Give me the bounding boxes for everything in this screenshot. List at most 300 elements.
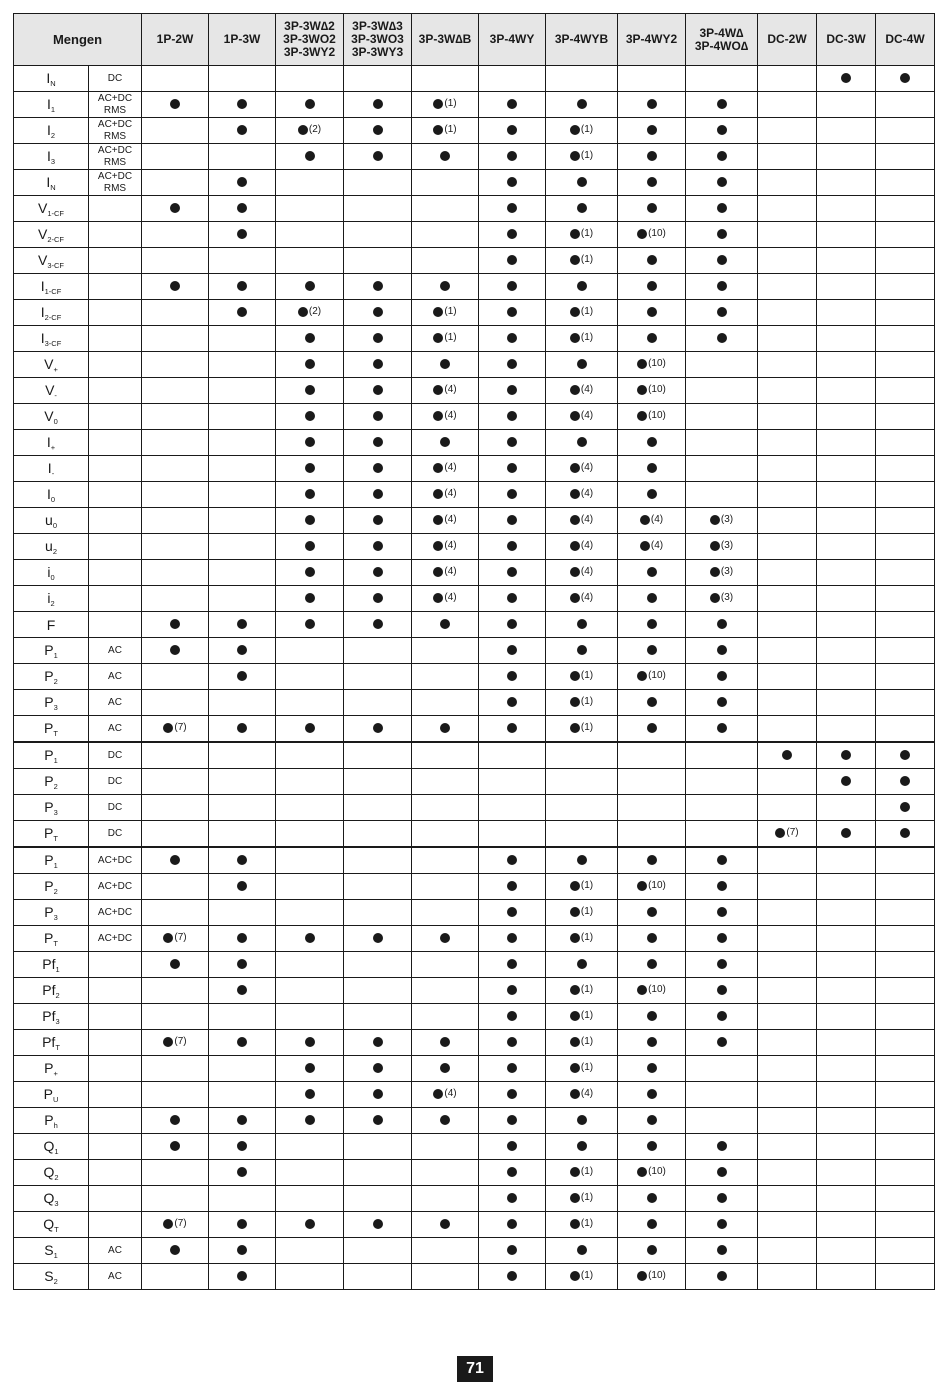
table-cell (344, 664, 412, 690)
table-cell (142, 534, 209, 560)
table-cell (412, 742, 479, 769)
table-cell (412, 612, 479, 638)
table-cell (276, 1186, 344, 1212)
filled-circle-icon (717, 933, 727, 943)
availability-mark (570, 906, 593, 917)
quantity-type: DC (89, 769, 142, 795)
availability-mark (647, 333, 657, 343)
header-col-label: 3P-4WY (489, 32, 535, 46)
table-cell (618, 821, 686, 848)
filled-circle-icon (237, 1219, 247, 1229)
table-cell (412, 1186, 479, 1212)
quantity-name (14, 560, 89, 586)
filled-circle-icon (577, 855, 587, 865)
filled-circle-icon (507, 881, 517, 891)
availability-mark (570, 306, 593, 317)
quantity-name (14, 1108, 89, 1134)
table-cell (479, 742, 546, 769)
filled-circle-icon (717, 881, 727, 891)
footnote-ref: (1) (580, 124, 594, 135)
footnote-ref: (4) (650, 540, 664, 551)
availability-mark (710, 566, 733, 577)
quantity-name (14, 690, 89, 716)
table-cell (479, 300, 546, 326)
filled-circle-icon (373, 99, 383, 109)
filled-circle-icon (647, 307, 657, 317)
quantity-type (89, 1030, 142, 1056)
table-cell (876, 874, 935, 900)
quantity-symbol: V (37, 225, 48, 242)
availability-mark (647, 697, 657, 707)
filled-circle-icon (717, 125, 727, 135)
quantity-name (14, 1238, 89, 1264)
table-cell (686, 92, 758, 118)
table-cell (817, 92, 876, 118)
table-cell (479, 821, 546, 848)
quantity-symbol: P (44, 903, 54, 920)
availability-mark (570, 1166, 593, 1177)
filled-circle-icon (440, 933, 450, 943)
table-cell (758, 66, 817, 92)
table-cell (479, 1082, 546, 1108)
table-cell (758, 560, 817, 586)
quantity-type: AC+DC (89, 874, 142, 900)
filled-circle-icon (433, 593, 443, 603)
quantity-symbol: P (43, 1085, 53, 1102)
quantity-subscript: 1 (50, 104, 56, 114)
table-cell (209, 300, 276, 326)
table-cell (618, 1160, 686, 1186)
table-cell (686, 1212, 758, 1238)
quantity-subscript: 3 (53, 807, 58, 817)
filled-circle-icon (305, 1089, 315, 1099)
availability-mark (570, 124, 593, 135)
availability-mark (433, 332, 456, 343)
table-cell (142, 66, 209, 92)
table-cell (276, 430, 344, 456)
table-row (14, 1004, 935, 1030)
filled-circle-icon (507, 1037, 517, 1047)
quantity-subscript: 2 (50, 598, 55, 608)
table-cell (546, 952, 618, 978)
availability-mark (570, 696, 593, 707)
availability-mark (710, 592, 733, 603)
availability-mark (373, 437, 383, 447)
table-cell (686, 326, 758, 352)
quantity-symbol: V (44, 355, 54, 372)
filled-circle-icon (305, 1037, 315, 1047)
table-cell (209, 1264, 276, 1290)
filled-circle-icon (570, 489, 580, 499)
table-cell (686, 926, 758, 952)
availability-mark (647, 437, 657, 447)
quantity-subscript: 3 (55, 1016, 60, 1026)
filled-circle-icon (841, 828, 851, 838)
footnote-ref: (3) (720, 566, 734, 577)
table-cell (876, 430, 935, 456)
availability-mark (570, 592, 593, 603)
availability-mark (637, 984, 666, 995)
table-cell (817, 274, 876, 300)
filled-circle-icon (900, 828, 910, 838)
availability-mark (433, 488, 456, 499)
table-cell (344, 638, 412, 664)
availability-mark (507, 1141, 517, 1151)
quantity-type: AC+DC RMS (89, 118, 142, 144)
header-col (546, 14, 618, 66)
table-row (14, 560, 935, 586)
filled-circle-icon (570, 411, 580, 421)
table-cell (344, 534, 412, 560)
table-cell (546, 222, 618, 248)
filled-circle-icon (373, 541, 383, 551)
table-cell (412, 456, 479, 482)
footnote-ref: (1) (580, 1062, 594, 1073)
table-cell (686, 352, 758, 378)
table-cell (758, 638, 817, 664)
quantity-symbol: I (46, 433, 51, 450)
filled-circle-icon (570, 463, 580, 473)
table-cell (344, 170, 412, 196)
quantity-subscript: T (53, 938, 58, 948)
table-cell (686, 978, 758, 1004)
availability-mark (440, 437, 450, 447)
table-cell (817, 534, 876, 560)
filled-circle-icon (775, 828, 785, 838)
table-cell (142, 1030, 209, 1056)
availability-mark (507, 985, 517, 995)
header-col-label: 3P-3W∆B (418, 32, 472, 46)
availability-mark (841, 776, 851, 786)
filled-circle-icon (647, 1245, 657, 1255)
availability-mark (570, 384, 593, 395)
table-cell (686, 144, 758, 170)
quantity-name (14, 326, 89, 352)
footnote-ref: (1) (580, 670, 594, 681)
footnote-ref: (1) (580, 1010, 594, 1021)
table-cell (758, 92, 817, 118)
filled-circle-icon (637, 229, 647, 239)
quantity-name (14, 1212, 89, 1238)
table-cell (817, 638, 876, 664)
availability-mark (577, 281, 587, 291)
availability-mark (570, 1036, 593, 1047)
quantity-symbol: V (37, 199, 48, 216)
quantity-subscript: 1 (54, 1146, 59, 1156)
table-cell (479, 716, 546, 743)
table-cell (344, 274, 412, 300)
availability-mark (237, 1037, 247, 1047)
availability-mark (440, 933, 450, 943)
filled-circle-icon (440, 1219, 450, 1229)
table-cell (412, 378, 479, 404)
table-cell (686, 742, 758, 769)
table-cell (546, 1056, 618, 1082)
availability-mark (373, 1037, 383, 1047)
availability-mark (570, 1270, 593, 1281)
filled-circle-icon (433, 411, 443, 421)
availability-mark (570, 254, 593, 265)
table-cell (546, 66, 618, 92)
filled-circle-icon (373, 619, 383, 629)
table-cell (479, 1212, 546, 1238)
table-cell (142, 690, 209, 716)
table-cell (876, 586, 935, 612)
filled-circle-icon (637, 385, 647, 395)
quantity-type: AC+DC (89, 900, 142, 926)
table-cell (686, 769, 758, 795)
header-col-label: 3P-4WY2 (625, 32, 678, 46)
availability-mark (373, 1089, 383, 1099)
table-cell (876, 118, 935, 144)
filled-circle-icon (305, 567, 315, 577)
filled-circle-icon (507, 125, 517, 135)
filled-circle-icon (507, 1141, 517, 1151)
availability-mark (717, 255, 727, 265)
filled-circle-icon (710, 515, 720, 525)
table-cell (758, 248, 817, 274)
table-cell (546, 404, 618, 430)
table-cell (758, 118, 817, 144)
filled-circle-icon (570, 515, 580, 525)
footnote-ref: (1) (580, 696, 594, 707)
table-cell (209, 690, 276, 716)
availability-mark (577, 959, 587, 969)
availability-mark (305, 359, 315, 369)
quantity-name (14, 456, 89, 482)
filled-circle-icon (647, 567, 657, 577)
table-cell (412, 1004, 479, 1030)
availability-mark (647, 1245, 657, 1255)
table-cell (546, 1108, 618, 1134)
table-cell (209, 378, 276, 404)
availability-mark (373, 1115, 383, 1125)
availability-mark (507, 697, 517, 707)
quantity-type (89, 300, 142, 326)
table-cell (546, 1238, 618, 1264)
filled-circle-icon (170, 959, 180, 969)
filled-circle-icon (440, 723, 450, 733)
filled-circle-icon (440, 619, 450, 629)
table-cell (142, 92, 209, 118)
footnote-ref: (7) (786, 827, 799, 838)
availability-mark (373, 1219, 383, 1229)
availability-mark (237, 99, 247, 109)
availability-mark (507, 151, 517, 161)
quantity-symbol: P (44, 1059, 54, 1076)
quantity-symbol: P (44, 641, 54, 658)
availability-mark (717, 1219, 727, 1229)
filled-circle-icon (570, 723, 580, 733)
filled-circle-icon (237, 933, 247, 943)
table-cell (344, 1056, 412, 1082)
quantity-symbol: Pf (42, 1033, 56, 1050)
filled-circle-icon (647, 1115, 657, 1125)
availability-mark (647, 959, 657, 969)
availability-mark (507, 385, 517, 395)
table-cell (412, 821, 479, 848)
quantity-name (14, 664, 89, 690)
quantity-subscript: 0 (53, 416, 58, 426)
table-cell (686, 1186, 758, 1212)
table-cell (758, 952, 817, 978)
table-cell (876, 378, 935, 404)
quantity-type: AC (89, 1264, 142, 1290)
availability-mark (570, 1088, 593, 1099)
table-cell (209, 1134, 276, 1160)
table-cell (209, 248, 276, 274)
filled-circle-icon (305, 619, 315, 629)
table-cell (618, 638, 686, 664)
quantity-name (14, 274, 89, 300)
filled-circle-icon (305, 411, 315, 421)
filled-circle-icon (647, 177, 657, 187)
filled-circle-icon (507, 671, 517, 681)
filled-circle-icon (507, 385, 517, 395)
quantity-subscript: N (50, 182, 56, 192)
filled-circle-icon (507, 645, 517, 655)
table-cell (618, 326, 686, 352)
filled-circle-icon (570, 333, 580, 343)
table-cell (209, 612, 276, 638)
filled-circle-icon (440, 151, 450, 161)
availability-mark (305, 515, 315, 525)
table-cell (276, 742, 344, 769)
availability-mark (841, 750, 851, 760)
table-cell (817, 742, 876, 769)
table-cell (344, 456, 412, 482)
availability-mark (237, 645, 247, 655)
table-cell (479, 586, 546, 612)
table-cell (618, 144, 686, 170)
table-cell (817, 1030, 876, 1056)
filled-circle-icon (440, 359, 450, 369)
table-cell (817, 1134, 876, 1160)
availability-mark (507, 489, 517, 499)
quantity-name (14, 196, 89, 222)
availability-mark (717, 307, 727, 317)
filled-circle-icon (717, 671, 727, 681)
availability-mark (637, 1270, 666, 1281)
table-row (14, 352, 935, 378)
availability-mark (637, 358, 666, 369)
footnote-ref: (1) (580, 1270, 594, 1281)
table-row (14, 300, 935, 326)
filled-circle-icon (507, 541, 517, 551)
table-cell (686, 1030, 758, 1056)
availability-mark (305, 1115, 315, 1125)
footnote-ref: (4) (444, 488, 457, 499)
filled-circle-icon (717, 1037, 727, 1047)
availability-mark (570, 932, 593, 943)
table-cell (876, 456, 935, 482)
filled-circle-icon (433, 307, 443, 317)
table-cell (412, 586, 479, 612)
filled-circle-icon (507, 567, 517, 577)
filled-circle-icon (305, 437, 315, 447)
table-cell (546, 926, 618, 952)
table-cell (276, 560, 344, 586)
table-cell (479, 118, 546, 144)
filled-circle-icon (433, 1089, 443, 1099)
table-cell (276, 1134, 344, 1160)
availability-mark (570, 540, 593, 551)
quantity-name (14, 92, 89, 118)
availability-mark (570, 150, 593, 161)
filled-circle-icon (647, 255, 657, 265)
quantity-type: AC+DC (89, 847, 142, 874)
table-cell (817, 248, 876, 274)
footnote-ref: (4) (580, 384, 594, 395)
availability-mark (507, 333, 517, 343)
table-cell (412, 274, 479, 300)
filled-circle-icon (570, 881, 580, 891)
table-cell (276, 118, 344, 144)
table-cell (758, 742, 817, 769)
table-cell (479, 1056, 546, 1082)
table-cell (142, 274, 209, 300)
table-cell (546, 352, 618, 378)
table-cell (412, 66, 479, 92)
table-cell (142, 326, 209, 352)
header-col-label: DC-2W (767, 32, 807, 46)
table-cell (142, 1134, 209, 1160)
footnote-ref: (1) (580, 880, 594, 891)
table-cell (546, 196, 618, 222)
table-cell (876, 274, 935, 300)
table-cell (344, 769, 412, 795)
header-col (142, 14, 209, 66)
availability-mark (647, 1089, 657, 1099)
table-cell (209, 664, 276, 690)
filled-circle-icon (717, 99, 727, 109)
table-cell (546, 978, 618, 1004)
table-cell (344, 1212, 412, 1238)
filled-circle-icon (507, 99, 517, 109)
table-cell (209, 900, 276, 926)
filled-circle-icon (237, 1141, 247, 1151)
availability-mark (507, 959, 517, 969)
table-cell (817, 690, 876, 716)
table-cell (758, 430, 817, 456)
header-col-label: DC-4W (885, 32, 925, 46)
table-cell (276, 664, 344, 690)
quantity-symbol: P (44, 824, 54, 841)
table-cell (479, 222, 546, 248)
filled-circle-icon (577, 959, 587, 969)
table-cell (209, 716, 276, 743)
filled-circle-icon (440, 1037, 450, 1047)
availability-mark (373, 1063, 383, 1073)
table-cell (412, 1082, 479, 1108)
footnote-ref: (1) (580, 984, 594, 995)
table-cell (758, 847, 817, 874)
filled-circle-icon (237, 723, 247, 733)
table-row (14, 430, 935, 456)
filled-circle-icon (640, 541, 650, 551)
availability-mark (433, 566, 456, 577)
availability-mark (647, 855, 657, 865)
quantity-symbol: P (44, 798, 54, 815)
availability-mark (637, 880, 666, 891)
availability-mark (163, 1036, 186, 1047)
table-cell (412, 716, 479, 743)
table-cell (546, 482, 618, 508)
table-cell (758, 716, 817, 743)
filled-circle-icon (507, 1219, 517, 1229)
availability-mark (647, 645, 657, 655)
table-cell (876, 769, 935, 795)
